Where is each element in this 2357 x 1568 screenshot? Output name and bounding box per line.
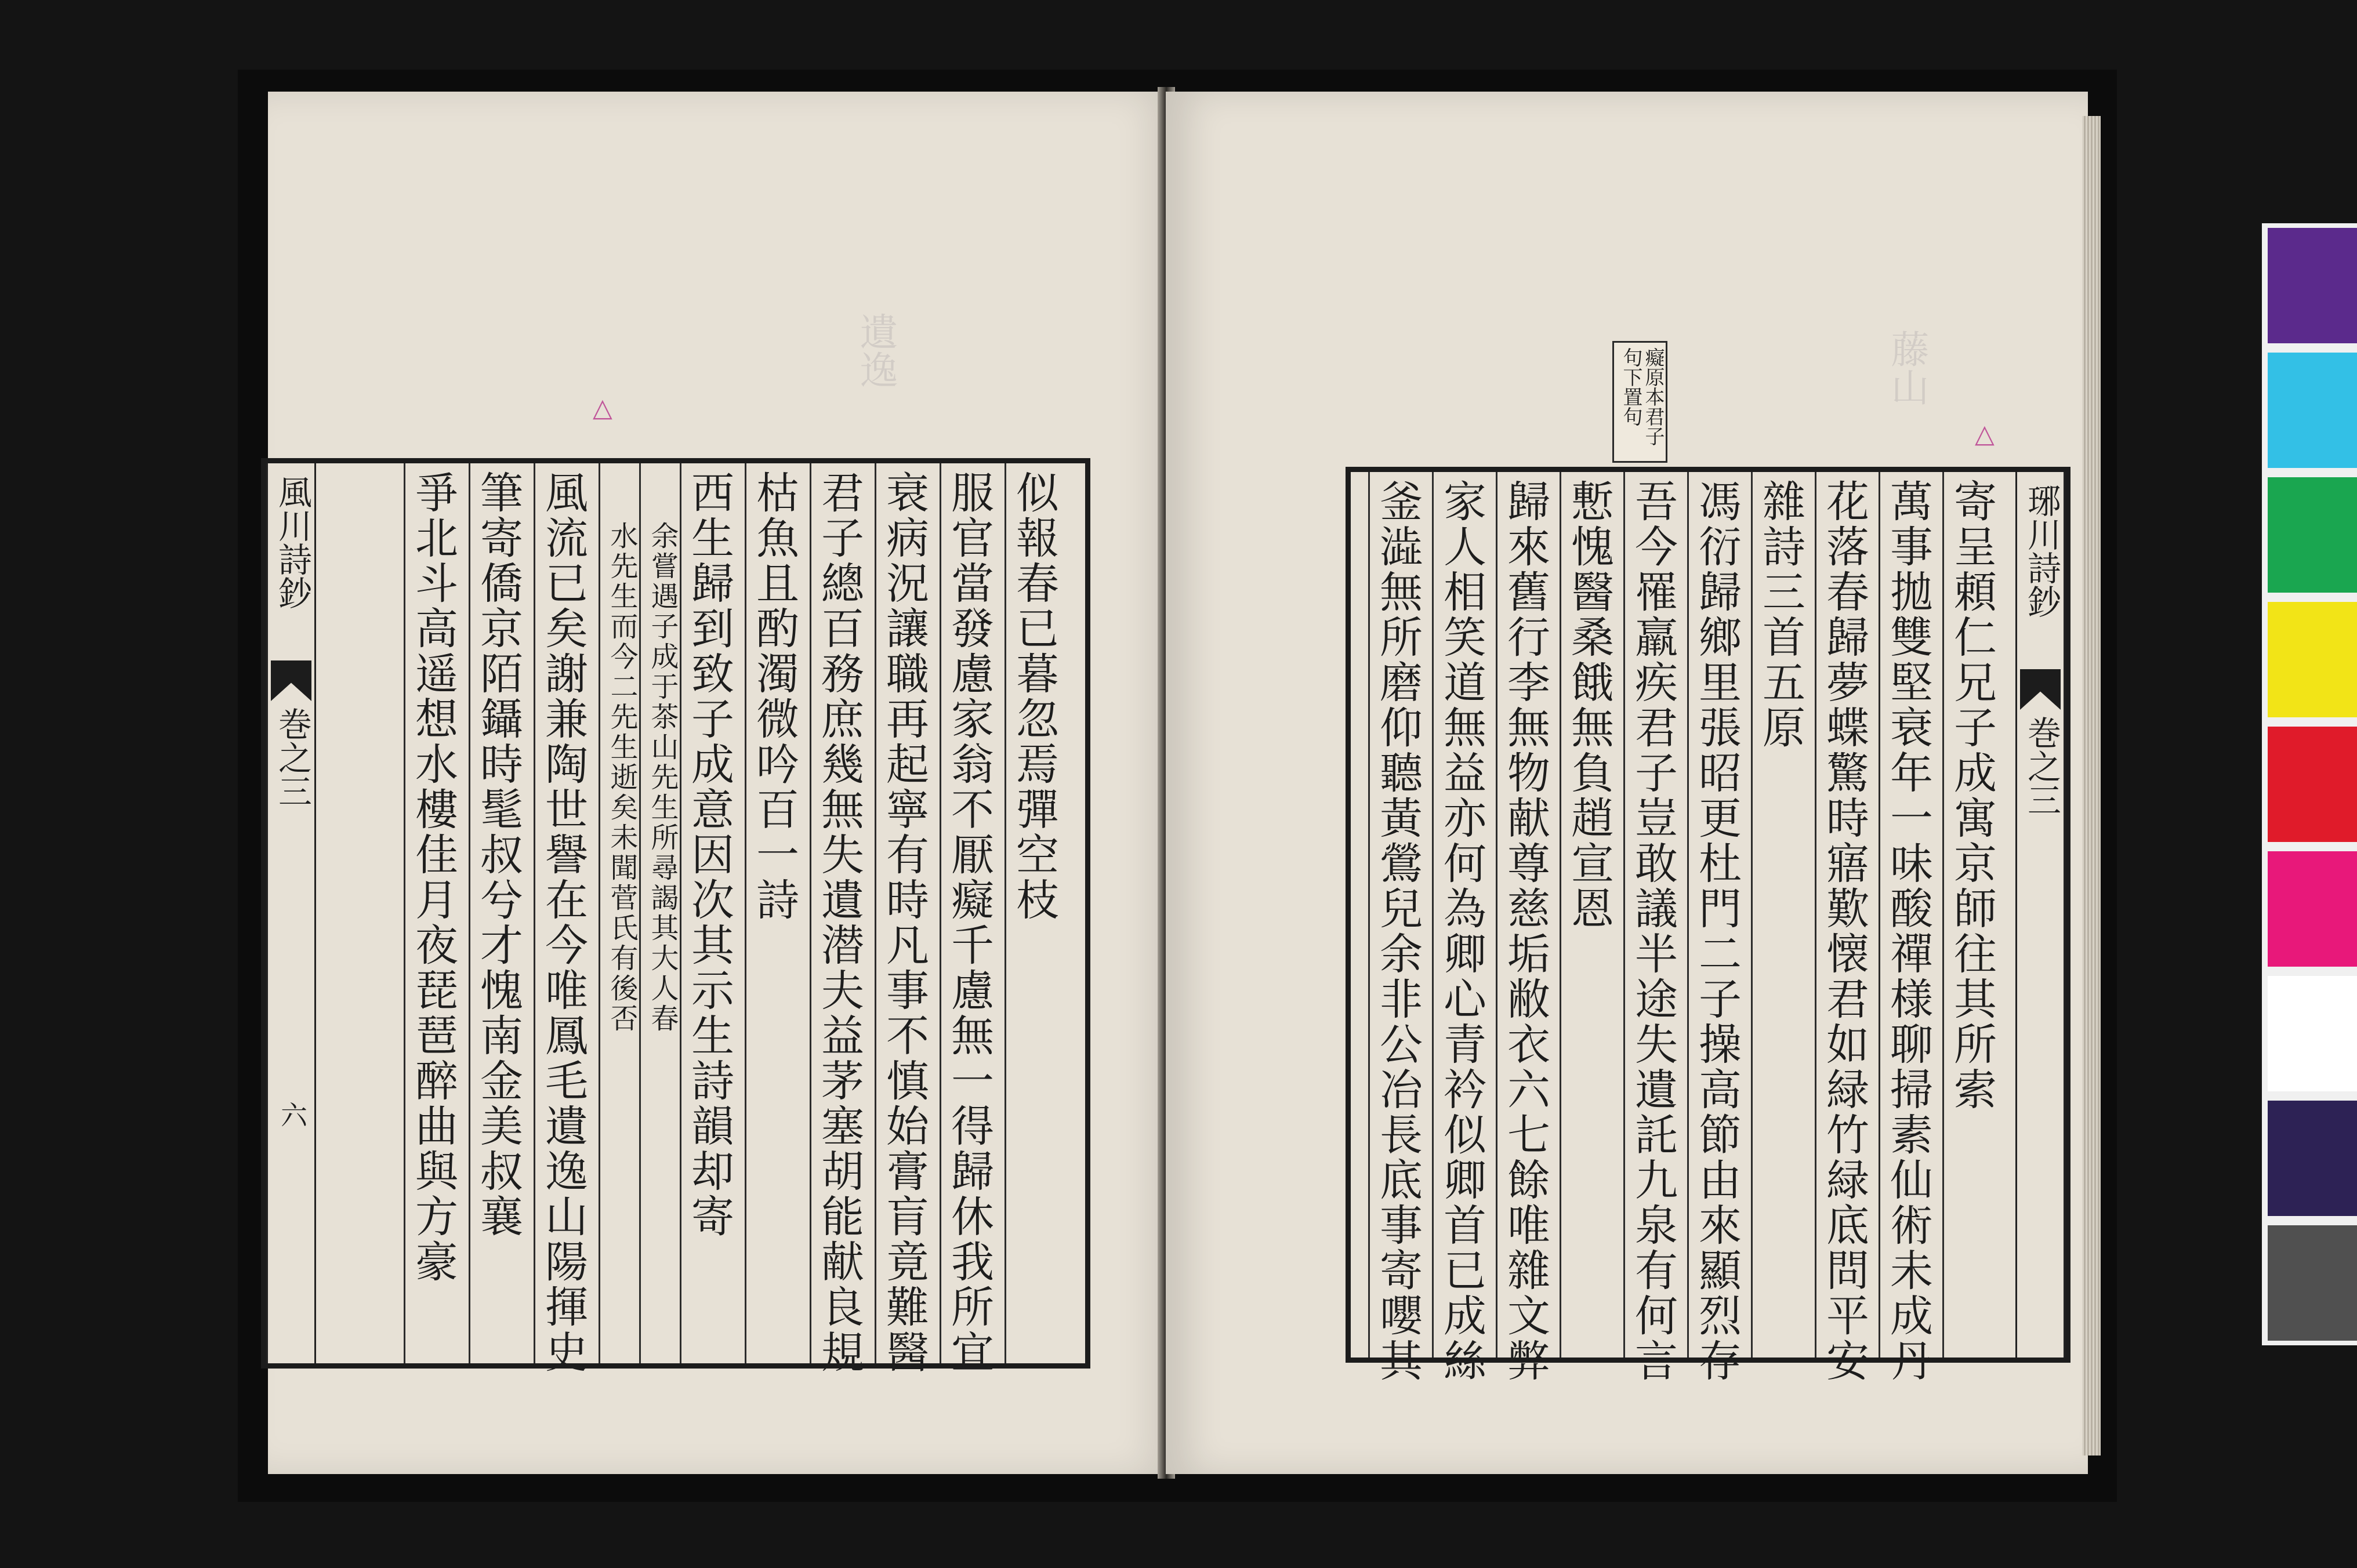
- color-chip: [2268, 851, 2357, 967]
- left-text-column: 水先生而今二先生逝矣未聞菅氏有後否: [605, 521, 638, 1034]
- column-rule: [1496, 472, 1497, 1358]
- color-chip: [2268, 1225, 2357, 1341]
- column-rule: [1751, 472, 1753, 1358]
- left-text-column: 余嘗遇子成于茶山先生所尋謁其大人春: [646, 521, 679, 1034]
- right-ban-column: [2015, 472, 2065, 1358]
- column-rule: [875, 463, 876, 1363]
- right-text-column: 家人相笑道無益亦何為卿心青衿似卿首已成絲: [1437, 479, 1486, 1384]
- page-edges: [2082, 116, 2101, 1456]
- column-rule: [1005, 463, 1006, 1363]
- column-rule: [1560, 472, 1561, 1358]
- left-text-column: 似報春已暮忽焉彈空枝: [1009, 470, 1059, 923]
- color-chip: [2268, 477, 2357, 593]
- column-rule: [1432, 472, 1434, 1358]
- color-chip: [2268, 602, 2357, 717]
- column-rule: [1815, 472, 1816, 1358]
- column-rule: [1623, 472, 1625, 1358]
- correction-slip: [1612, 341, 1667, 463]
- correction-slip-text: 癡原本君子句下置句: [1619, 347, 1665, 446]
- column-rule: [639, 463, 641, 1363]
- left-page: [268, 92, 1174, 1474]
- column-rule: [534, 463, 535, 1363]
- color-chip: [2268, 228, 2357, 343]
- column-rule: [1368, 472, 1370, 1358]
- left-text-column: 君子總百務庶幾無失遺潜夫益茅塞胡能献良規: [814, 470, 864, 1375]
- left-text-column: 衰病況讓職再起寧有時凡事不慎始膏肓竟難醫: [879, 470, 929, 1375]
- left-text-column: 服官當發慮家翁不厭癡千慮無一得歸休我所宜: [944, 470, 994, 1375]
- right-text-column: 慙愧醫桑餓無負趙宣恩: [1564, 479, 1614, 931]
- left-text-column: 風流已矣謝兼陶世譽在今唯鳳毛遺逸山陽揮史: [538, 470, 588, 1375]
- color-chip: [2268, 727, 2357, 842]
- right-text-column: 花落春歸夢蝶驚時寤歎懐君如緑竹緑底問平安: [1819, 479, 1869, 1384]
- color-chip: [2268, 353, 2357, 468]
- show-through-text-right: 藤山: [1884, 329, 1929, 406]
- left-text-column: 西生歸到致子成意因次其示生詩韻却寄: [684, 470, 734, 1239]
- column-rule: [1879, 472, 1880, 1358]
- triangle-mark-icon-right: △: [1975, 419, 1995, 449]
- left-ban-column: [266, 463, 316, 1363]
- right-text-column: 萬事拋雙堅衰年一味酸禪様聊掃素仙術未成丹: [1883, 479, 1933, 1384]
- column-rule: [680, 463, 681, 1363]
- column-rule: [404, 463, 405, 1363]
- right-page: [1166, 92, 2088, 1474]
- right-text-column: 寄呈頼仁兄子成寓京師往其所索: [1947, 479, 1997, 1112]
- left-ban-title: 風川詩鈔: [273, 475, 312, 609]
- column-rule: [940, 463, 941, 1363]
- color-calibration-chart: [2262, 223, 2357, 1345]
- column-rule: [1942, 472, 1944, 1358]
- right-text-column: 吾今罹羸疾君子豈敢議半途失遺託九泉有何言: [1628, 479, 1678, 1384]
- color-chip: [2268, 976, 2357, 1091]
- triangle-mark-icon: △: [593, 393, 612, 423]
- show-through-text: 遺逸: [853, 312, 898, 389]
- right-text-column: 釜澁無所磨仰聽黃鶯兒余非公冶長底事寄嚶其: [1373, 479, 1423, 1384]
- left-text-column: 筆寄僑京陌鑷時髦叔兮才愧南金美叔襄: [473, 470, 523, 1239]
- left-text-column: 爭北斗高遥想水樓佳月夜琵琶醉曲與方豪: [408, 470, 458, 1284]
- column-rule: [469, 463, 470, 1363]
- right-text-column: 歸來舊行李無物献尊慈垢敝衣六七餘唯雜文弊: [1500, 479, 1550, 1384]
- left-text-frame: [261, 458, 1090, 1375]
- fish-tail-icon-right: [2020, 669, 2061, 710]
- right-ban-title: 琊川詩鈔: [2022, 484, 2061, 618]
- right-ban-volume: 巻之三: [2022, 716, 2061, 816]
- column-rule: [1687, 472, 1689, 1358]
- right-text-frame: [1346, 467, 2070, 1384]
- fish-tail-icon: [271, 660, 311, 701]
- color-chip: [2268, 1101, 2357, 1216]
- left-page-number: 六: [277, 1101, 308, 1128]
- left-ban-volume: 巻之三: [273, 707, 312, 808]
- column-rule: [599, 463, 600, 1363]
- right-text-column: 雜詩三首五原: [1756, 479, 1805, 750]
- left-text-column: 枯魚且酌濁微吟百一詩: [749, 470, 799, 923]
- right-text-column: 馮衍歸鄉里張昭更杜門二子操高節由來顯烈存: [1692, 479, 1742, 1384]
- column-rule: [745, 463, 746, 1363]
- column-rule: [810, 463, 811, 1363]
